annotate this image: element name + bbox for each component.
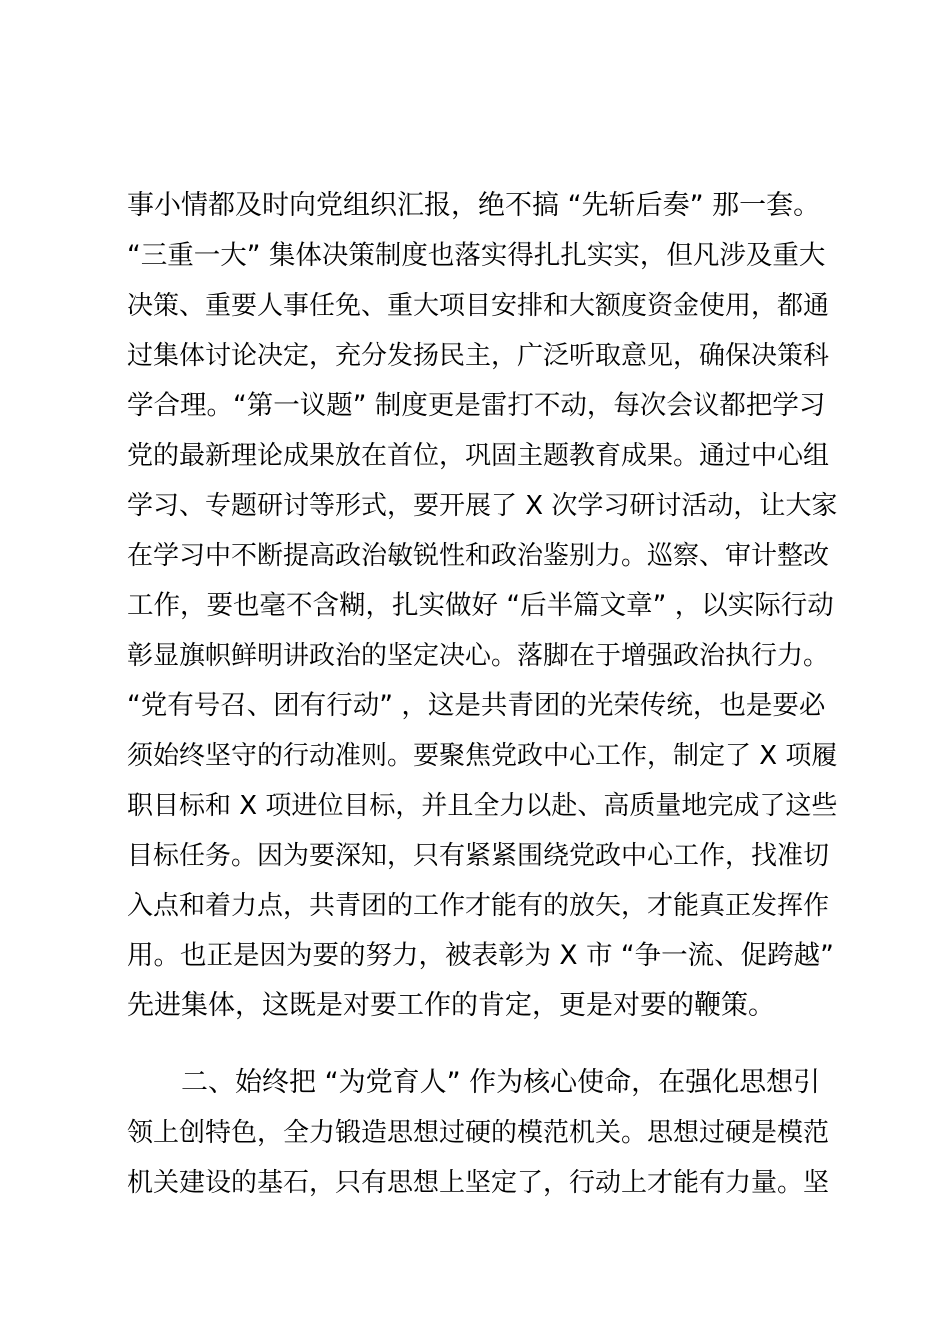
body-text	[127, 181, 837, 1208]
text-line: 用。也正是因为要的努力，被表彰为 X 市 “争一流、促跨越”	[127, 940, 834, 971]
text-line: 机关建设的基石，只有思想上坚定了，行动上才能有力量。坚	[127, 1168, 830, 1198]
text-line: “三重一大” 集体决策制度也落实得扎扎实实，但凡涉及重大	[127, 240, 826, 271]
text-line: 领上创特色，全力锻造思想过硬的模范机关。思想过硬是模范	[127, 1118, 830, 1148]
paragraph-2	[127, 1058, 837, 1208]
paragraph-1	[127, 181, 837, 1031]
text-line: 工作，要也毫不含糊，扎实做好 “后半篇文章” ，以实际行动	[127, 590, 834, 621]
text-line: 事小情都及时向党组织汇报，绝不搞 “先斩后奏” 那一套。	[127, 190, 821, 221]
text-line: 二、始终把 “为党育人” 作为核心使命，在强化思想引	[127, 1067, 821, 1098]
text-line: 学习、专题研讨等形式，要开展了 X 次学习研讨活动，让大家	[127, 491, 838, 521]
text-line: 在学习中不断提高政治敏锐性和政治鉴别力。巡察、审计整改	[127, 541, 830, 571]
text-line: 过集体讨论决定，充分发扬民主，广泛听取意见，确保决策科	[127, 341, 830, 371]
paragraph-spacing	[127, 1031, 837, 1058]
text-line: 须始终坚守的行动准则。要聚焦党政中心工作，制定了 X 项履	[127, 741, 838, 771]
text-line: 学合理。“第一议题” 制度更是雷打不动，每次会议都把学习	[127, 390, 826, 421]
text-line: 入点和着力点，共青团的工作才能有的放矢，才能真正发挥作	[127, 891, 830, 921]
text-line: 彰显旗帜鲜明讲政治的坚定决心。落脚在于增强政治执行力。	[127, 641, 830, 671]
text-line: 决策、重要人事任免、重大项目安排和大额度资金使用，都通	[127, 291, 830, 321]
text-line: 先进集体，这既是对要工作的肯定，更是对要的鞭策。	[127, 990, 775, 1021]
text-line: 党的最新理论成果放在首位，巩固主题教育成果。通过中心组	[127, 441, 830, 471]
text-line: “党有号召、团有行动” ，这是共青团的光荣传统，也是要必	[127, 690, 826, 721]
text-line: 职目标和 X 项进位目标，并且全力以赴、高质量地完成了这些	[127, 791, 838, 821]
text-line: 目标任务。因为要深知，只有紧紧围绕党政中心工作，找准切	[127, 841, 830, 871]
